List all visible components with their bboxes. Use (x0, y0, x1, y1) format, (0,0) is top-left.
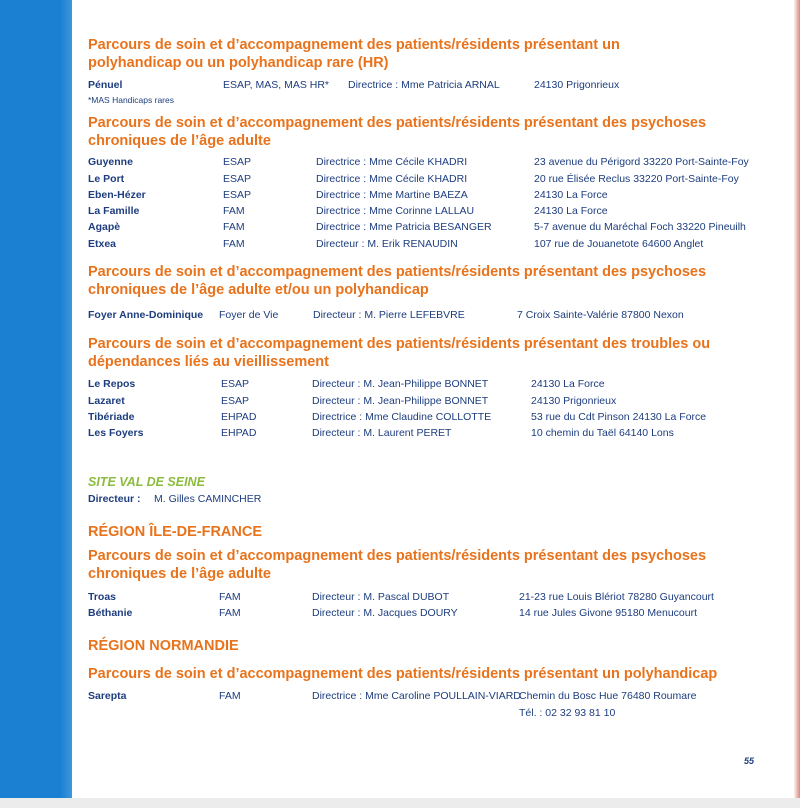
site-val-de-seine (88, 474, 768, 509)
facility-director: Directrice : Mme Martine BAEZA (316, 188, 468, 201)
facility-row (88, 427, 768, 443)
facility-address: 5-7 avenue du Maréchal Foch 33220 Pineuilh (534, 221, 746, 234)
facility-row (88, 607, 768, 623)
facility-type: ESAP (221, 378, 250, 391)
facility-name: Guyenne (88, 156, 133, 169)
facility-address: 20 rue Élisée Reclus 33220 Port-Sainte-Foy (534, 172, 739, 185)
facility-row (88, 238, 768, 254)
site-director-label: Directeur : (88, 492, 141, 505)
region-title: RÉGION NORMANDIE (88, 638, 239, 655)
facility-row (88, 205, 768, 221)
facility-name: Troas (88, 590, 117, 603)
facility-type: FAM (223, 205, 245, 218)
region-normandie (88, 637, 768, 723)
spine-shadow (60, 0, 72, 808)
facility-row (88, 221, 768, 237)
facility-type: ESAP (223, 188, 252, 201)
section-heading: Parcours de soin et d’accompagnement des patients/résidents présentant des psychoses chroniques de l’âge adulte (88, 115, 707, 150)
facility-type: FAM (219, 607, 241, 620)
facility-address: 7 Croix Sainte-Valérie 87800 Nexon (517, 309, 684, 322)
facility-director: Directrice : Mme Cécile KHADRI (316, 172, 468, 185)
facility-name: La Famille (88, 205, 140, 218)
region-ile-de-france (88, 523, 768, 624)
facility-director: Directrice : Mme Corinne LALLAU (316, 205, 475, 218)
section-psychoses-chroniques (88, 114, 768, 254)
facility-name: Les Foyers (88, 427, 144, 440)
facility-director: Directeur : M. Pierre LEFEBVRE (313, 309, 465, 322)
facility-type: ESAP, MAS, MAS HR* (223, 79, 330, 91)
facility-director: Directeur : M. Jean-Philippe BONNET (312, 394, 489, 407)
facility-type: FAM (219, 690, 241, 703)
facility-phone-row (88, 707, 768, 723)
section-heading: Parcours de soin et d’accompagnement des patients/résidents présentant un polyhandicap ou un polyhandicap rare (HR) (88, 37, 620, 71)
facility-type: ESAP (221, 394, 250, 407)
facility-address: 53 rue du Cdt Pinson 24130 La Force (531, 410, 707, 423)
site-director-name: M. Gilles CAMINCHER (154, 492, 262, 505)
facility-director: Directrice : Mme Cécile KHADRI (316, 156, 468, 169)
facility-director: Directrice : Mme Patricia ARNAL (348, 79, 500, 91)
facility-type: EHPAD (221, 410, 257, 423)
facility-name: Lazaret (88, 394, 125, 407)
facility-address: 24130 Prigonrieux (534, 79, 620, 91)
page-bottom-strip (0, 798, 800, 808)
facility-address: 24130 La Force (534, 205, 608, 218)
facility-director: Directrice : Mme Claudine COLLOTTE (312, 410, 492, 423)
facility-row (88, 156, 768, 172)
facility-name: Béthanie (88, 607, 133, 620)
facility-name: Foyer Anne-Dominique (88, 309, 204, 322)
facility-name: Etxea (88, 237, 117, 250)
page-number: 55 (743, 756, 754, 766)
facility-name: Agapè (88, 221, 121, 234)
facility-director: Directeur : M. Jean-Philippe BONNET (312, 378, 489, 391)
section-vieillissement (88, 335, 768, 443)
facility-address: 24130 La Force (531, 378, 605, 391)
facility-name: Eben-Hézer (88, 188, 146, 201)
facility-row (88, 189, 768, 205)
facility-type: ESAP (223, 172, 252, 185)
facility-type: EHPAD (221, 427, 257, 440)
region-title: RÉGION ÎLE-DE-FRANCE (88, 523, 262, 540)
facility-address: 23 avenue du Périgord 33220 Port-Sainte-Foy (534, 156, 749, 169)
facility-name: Tibériade (88, 410, 135, 423)
facility-name: Pénuel (88, 79, 123, 91)
footnote: *MAS Handicaps rares (88, 95, 174, 106)
section-heading: Parcours de soin et d’accompagnement des patients/résidents présentant des troubles ou dépendances liés au vieillissement (88, 336, 711, 371)
facility-row (88, 690, 768, 706)
facility-type: ESAP (223, 156, 252, 169)
facility-row (88, 79, 768, 95)
facility-director: Directeur : M. Jacques DOURY (312, 607, 458, 620)
facility-type: FAM (223, 237, 245, 250)
site-title: SITE VAL DE SEINE (88, 474, 205, 489)
page-edge (794, 0, 800, 808)
facility-row (88, 411, 768, 427)
section-polyhandicap-rare (88, 36, 768, 105)
page-content (88, 36, 768, 723)
facility-row (88, 591, 768, 607)
facility-type: FAM (219, 590, 241, 603)
facility-director: Directeur : M. Pascal DUBOT (312, 590, 450, 603)
facility-type: FAM (223, 221, 245, 234)
facility-type: Foyer de Vie (219, 309, 279, 322)
facility-row (88, 378, 768, 394)
facility-row (88, 173, 768, 189)
facility-phone: Tél. : 02 32 93 81 10 (519, 706, 616, 719)
facility-address: 14 rue Jules Givone 95180 Menucourt (519, 607, 698, 620)
facility-address: 10 chemin du Taël 64140 Lons (531, 427, 674, 440)
site-director-row (88, 493, 768, 509)
facility-address: Chemin du Bosc Hue 76480 Roumare (519, 690, 697, 703)
facility-name: Sarepta (88, 690, 127, 703)
facility-row (88, 395, 768, 411)
facility-name: Le Port (88, 172, 125, 185)
section-heading: Parcours de soin et d’accompagnement des patients/résidents présentant des psychoses chroniques de l’âge adulte et/ou un polyhandicap (88, 264, 707, 299)
facility-row (88, 309, 768, 325)
facility-director: Directeur : M. Laurent PERET (312, 427, 452, 440)
facility-director: Directrice : Mme Patricia BESANGER (316, 221, 492, 234)
facility-name: Le Repos (88, 378, 136, 391)
facility-director: Directeur : M. Erik RENAUDIN (316, 237, 458, 250)
section-heading: Parcours de soin et d’accompagnement des patients/résidents présentant des psychoses chroniques de l’âge adulte (88, 547, 707, 582)
section-psychoses-polyhandicap (88, 263, 768, 325)
section-heading: Parcours de soin et d’accompagnement des patients/résidents présentant un polyhandicap (88, 666, 718, 683)
facility-address: 107 rue de Jouanetote 64600 Anglet (534, 237, 704, 250)
facility-director: Directrice : Mme Caroline POULLAIN-VIARD (312, 690, 521, 703)
facility-address: 21-23 rue Louis Blériot 78280 Guyancourt (519, 590, 714, 603)
facility-address: 24130 Prigonrieux (531, 394, 617, 407)
facility-address: 24130 La Force (534, 188, 608, 201)
